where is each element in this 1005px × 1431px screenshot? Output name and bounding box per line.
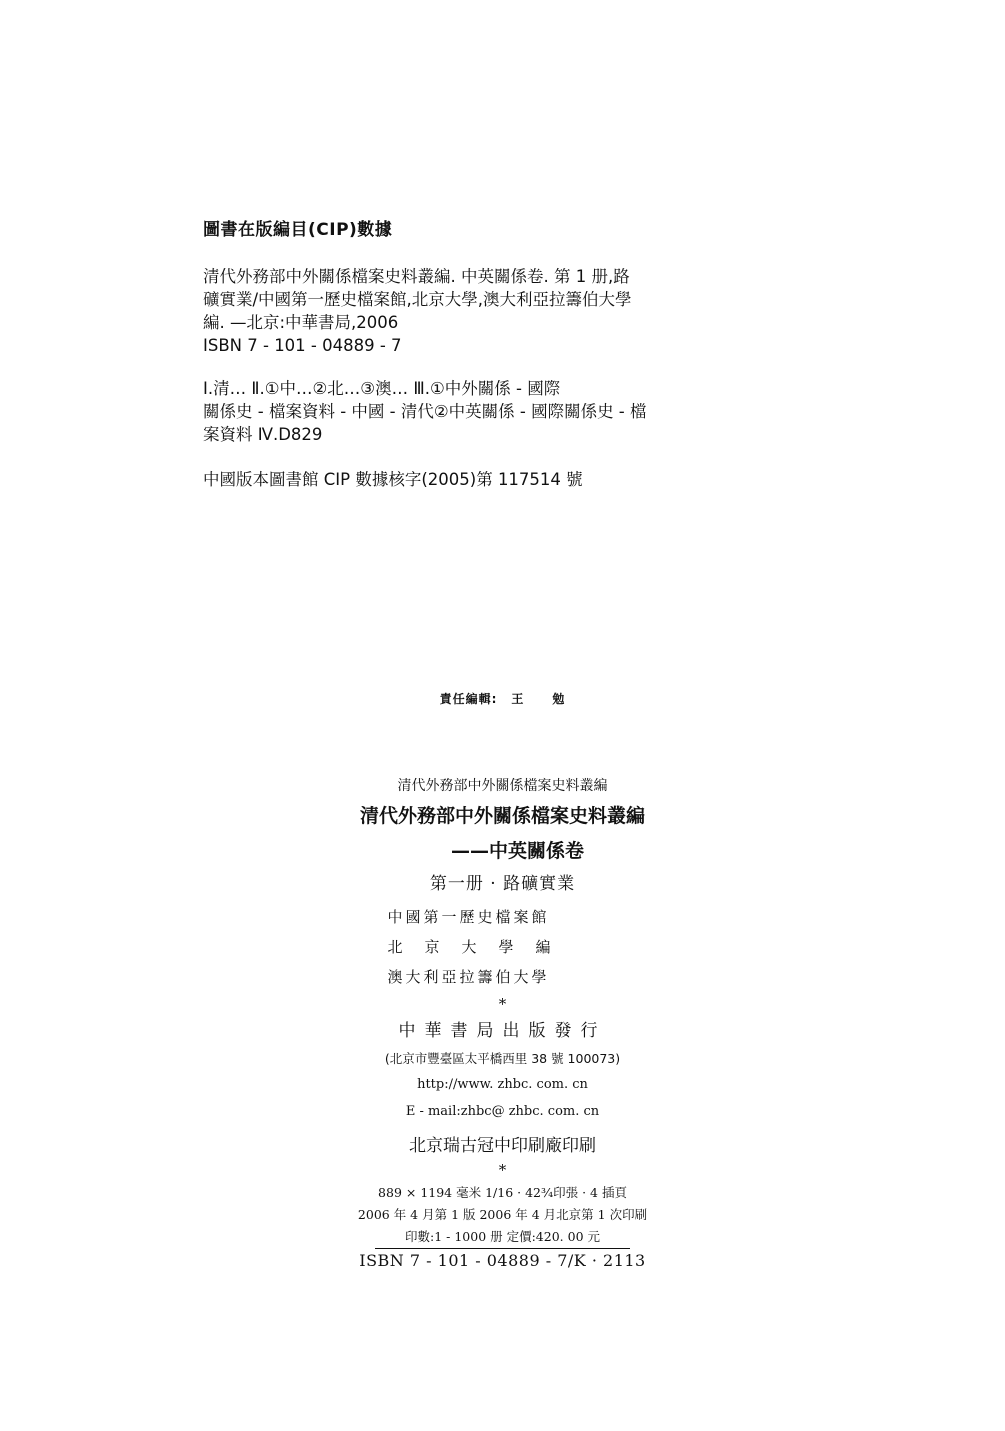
- cip-isbn: ISBN 7 - 101 - 04889 - 7: [203, 336, 402, 355]
- cip-entry: [203, 265, 703, 357]
- cip-entry-line: 礦實業/中國第一歷史檔案館,北京大學,澳大利亞拉籌伯大學: [203, 290, 632, 309]
- cip-subject-line: 關係史 - 檔案資料 - 中國 - 清代②中英關係 - 國際關係史 - 檔: [203, 402, 647, 421]
- compiler-name: 中國第一歷史檔案館: [387, 908, 550, 926]
- cip-number: 中國版本圖書館 CIP 數據核字(2005)第 117514 號: [203, 470, 583, 489]
- cip-subject-line: 案資料 Ⅳ.D829: [203, 425, 323, 444]
- publisher-url: http://www. zhbc. com. cn: [417, 1077, 588, 1092]
- colophon: [0, 775, 1005, 1270]
- publisher: 中華書局出版發行: [398, 1021, 607, 1041]
- compiler-name: 北京大學編: [387, 938, 573, 956]
- printer: 北京瑞古冠中印刷廠印刷: [409, 1136, 596, 1156]
- editor-name-part: 王: [511, 692, 525, 706]
- cip-block: [203, 215, 703, 491]
- separator-star: *: [498, 1161, 507, 1179]
- book-isbn: ISBN 7 - 101 - 04889 - 7/K · 2113: [359, 1251, 646, 1270]
- edition-info: 2006 年 4 月第 1 版 2006 年 4 月北京第 1 次印刷: [357, 1207, 648, 1222]
- editor-label: 責任編輯:: [439, 692, 498, 706]
- publisher-address: (北京市豐臺區太平橋西里 38 號 100073): [384, 1051, 621, 1066]
- cip-subject-line: Ⅰ.清… Ⅱ.①中…②北…③澳… Ⅲ.①中外關係 - 國際: [203, 379, 561, 398]
- book-title: 清代外務部中外關係檔案史料叢編: [359, 805, 645, 827]
- print-run-price: 印數:1 - 1000 册 定價:420. 00 元: [375, 1227, 630, 1249]
- series-title-small: 清代外務部中外關係檔案史料叢編: [397, 778, 608, 794]
- separator-star: *: [498, 995, 507, 1013]
- cip-entry-line: 編. —北京:中華書局,2006: [203, 313, 399, 332]
- editor-name-part: 勉: [552, 692, 566, 706]
- publisher-email: E - mail:zhbc@ zhbc. com. cn: [405, 1104, 600, 1119]
- volume-title: 第一册 · 路礦實業: [429, 874, 576, 894]
- responsible-editor: [0, 690, 1005, 707]
- cip-entry-line: 清代外務部中外關係檔案史料叢編. 中英關係卷. 第 1 册,路: [203, 267, 630, 286]
- book-subtitle: ——中英關係卷: [450, 840, 584, 862]
- cip-subjects: [203, 377, 703, 446]
- cip-heading: 圖書在版編目(CIP)數據: [203, 220, 393, 240]
- compilers: [388, 902, 608, 992]
- compiler-name: 澳大利亞拉籌伯大學: [387, 968, 550, 986]
- format-spec: 889 × 1194 毫米 1/16 · 42¾印張 · 4 插頁: [378, 1185, 627, 1200]
